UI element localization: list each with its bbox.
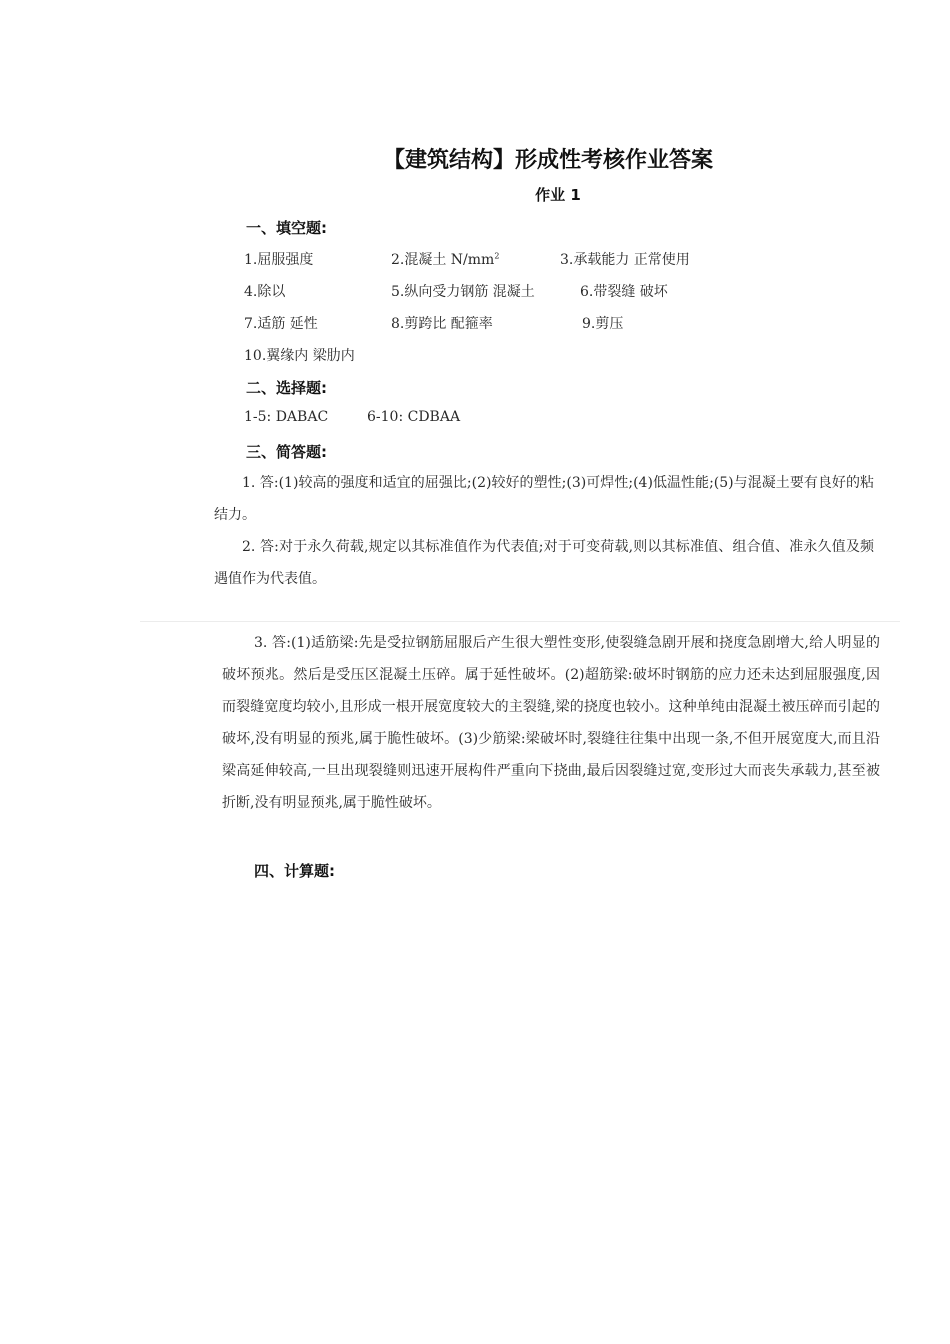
- fill-item-2: [391, 249, 499, 269]
- unit-superscript: 2: [494, 251, 500, 261]
- section1-heading: 一、填空题:: [246, 219, 327, 237]
- section3-heading: 三、简答题:: [246, 443, 327, 461]
- short-answer-3: 3. 答:(1)适筋梁:先是受拉钢筋屈服后产生很大塑性变形,使裂缝急剧开展和挠度急剧增大,给人明显的破坏预兆。然后是受压区混凝土压碎。属于延性破坏。(2)超筋梁:破坏时钢筋的应力还未达到屈服强度,因而裂缝宽度均较小,且形成一根开展宽度较大的主裂缝,梁的挠度也较小。这种单纯由混凝土被压碎而引起的破坏,没有明显的预兆,属于脆性破坏。(3)少筋梁:梁破坏时,裂缝往往集中出现一条,不但开展宽度大,而且沿梁高延伸较高,一旦出现裂缝则迅速开展构件严重向下挠曲,最后因裂缝过宽,变形过大而丧失承载力,甚至被折断,没有明显预兆,属于脆性破坏。: [222, 635, 880, 811]
- choice-answer-1-5: 1-5: DABAC: [244, 409, 329, 425]
- section2-heading: 二、选择题:: [246, 379, 327, 397]
- fill-item-10: 10.翼缘内 梁肋内: [244, 348, 355, 364]
- fill-item-2-text: 2.混凝土 N/mm: [391, 252, 495, 268]
- fill-item-4: 4.除以: [244, 284, 286, 300]
- fill-item-8: 8.剪跨比 配箍率: [391, 316, 493, 332]
- choice-answer-6-10: 6-10: CDBAA: [367, 409, 461, 425]
- document-subtitle: 作业 1: [535, 186, 581, 204]
- short-answer-1: 1. 答:(1)较高的强度和适宜的屈强比;(2)较好的塑性;(3)可焊性;(4)低温性能;(5)与混凝土要有良好的粘结力。: [214, 475, 874, 523]
- fill-item-3: 3.承载能力 正常使用: [560, 252, 690, 268]
- section4-heading: 四、计算题:: [254, 862, 335, 880]
- fill-item-9: 9.剪压: [582, 316, 624, 332]
- fill-item-1: 1.屈服强度: [244, 252, 314, 268]
- fill-item-6: 6.带裂缝 破坏: [580, 284, 668, 300]
- fill-item-7: 7.适筋 延性: [244, 316, 318, 332]
- short-answer-2: 2. 答:对于永久荷载,规定以其标准值作为代表值;对于可变荷载,则以其标准值、组合值、准永久值及频遇值作为代表值。: [214, 539, 874, 587]
- document-title: 【建筑结构】形成性考核作业答案: [382, 148, 713, 173]
- fill-item-5: 5.纵向受力钢筋 混凝土: [391, 284, 535, 300]
- page-divider: [140, 621, 900, 622]
